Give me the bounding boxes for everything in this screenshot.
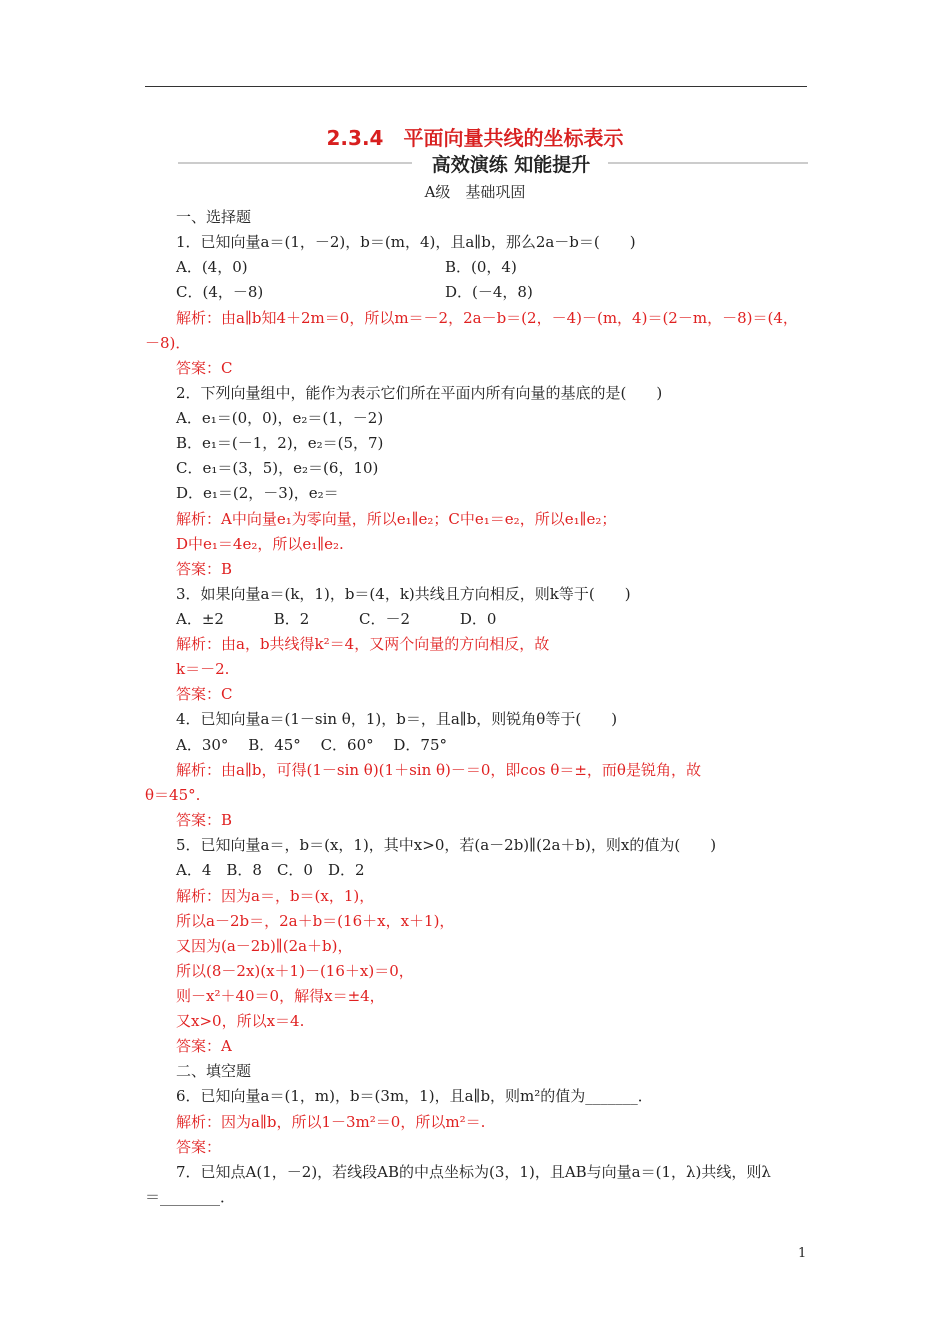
level-heading: A级 基础巩固	[424, 183, 526, 201]
q5-solution-5: 则－x²＋40＝0，解得x＝±4，	[176, 987, 385, 1005]
q6-solution: 解析：因为a∥b，所以1－3m²＝0，所以m²＝.	[176, 1113, 486, 1131]
q5-options: A．4 B．8 C．0 D．2	[176, 861, 365, 879]
q1-options-ab	[176, 257, 776, 277]
q1-option-b: B．(0，4)	[445, 258, 517, 276]
subtitle-right-line	[608, 162, 808, 164]
q6-stem: 6．已知向量a＝(1，m)，b＝(3m，1)，且a∥b，则m²的值为_______．	[176, 1087, 653, 1105]
q2-solution: 解析：A中向量e₁为零向量，所以e₁∥e₂；C中e₁＝e₂，所以e₁∥e₂；	[176, 510, 617, 528]
q5-solution-2: 所以a－2b＝，2a＋b＝(16＋x，x＋1)，	[176, 912, 455, 930]
page-number: 1	[798, 1246, 807, 1261]
section-heading: 一、选择题	[176, 208, 252, 226]
q4-stem: 4．已知向量a＝(1－sin θ，1)，b＝，且a∥b，则锐角θ等于( )	[176, 710, 618, 728]
q2-option-d: D．e₁＝(2，－3)，e₂＝	[176, 484, 339, 502]
q2-answer: 答案：B	[176, 560, 233, 578]
q5-stem: 5．已知向量a＝，b＝(x，1)，其中x>0，若(a－2b)∥(2a＋b)，则x的值为( )	[176, 836, 717, 854]
q2-option-a: A．e₁＝(0，0)，e₂＝(1，－2)	[176, 409, 384, 427]
q7-stem-cont: ＝________．	[145, 1188, 236, 1206]
q3-stem: 3．如果向量a＝(k，1)，b＝(4，k)共线且方向相反，则k等于( )	[176, 585, 631, 603]
q3-solution: 解析：由a，b共线得k²＝4，又两个向量的方向相反，故	[176, 635, 550, 653]
q4-solution: 解析：由a∥b，可得(1－sin θ)(1＋sin θ)－＝0，即cos θ＝±，而θ是锐角，故	[176, 761, 701, 779]
q4-options: A．30° B．45° C．60° D．75°	[176, 736, 448, 754]
page-title: 2.3.4 平面向量共线的坐标表示	[326, 126, 624, 150]
q5-solution-6: 又x>0，所以x＝4.	[176, 1012, 305, 1030]
q4-answer: 答案：B	[176, 811, 233, 829]
q1-option-c: C．(4，－8)	[176, 283, 264, 301]
q5-solution-3: 又因为(a－2b)∥(2a＋b)，	[176, 937, 353, 955]
subtitle-left-line	[178, 162, 412, 164]
q5-answer: 答案：A	[176, 1037, 232, 1055]
q1-solution-cont: －8)．	[145, 334, 191, 352]
q2-option-c: C．e₁＝(3，5)，e₂＝(6，10)	[176, 459, 379, 477]
q6-answer: 答案：	[176, 1138, 222, 1156]
q5-solution-4: 所以(8－2x)(x＋1)－(16＋x)＝0，	[176, 962, 414, 980]
subtitle: 高效演练 知能提升	[431, 154, 591, 176]
q2-stem: 2．下列向量组中，能作为表示它们所在平面内所有向量的基底的是( )	[176, 384, 663, 402]
q1-stem: 1．已知向量a＝(1，－2)，b＝(m，4)，且a∥b，那么2a－b＝( )	[176, 233, 636, 251]
q2-option-b: B．e₁＝(－1，2)，e₂＝(5，7)	[176, 434, 384, 452]
q5-solution-1: 解析：因为a＝，b＝(x，1)，	[176, 887, 375, 905]
subtitle-row	[178, 150, 818, 176]
q1-option-d: D．(－4，8)	[445, 283, 533, 301]
section-heading: 二、填空题	[176, 1062, 252, 1080]
q7-stem: 7．已知点A(1，－2)，若线段AB的中点坐标为(3，1)，且AB与向量a＝(1，λ)共线，则λ	[176, 1163, 771, 1181]
q1-answer: 答案：C	[176, 359, 233, 377]
q1-solution: 解析：由a∥b知4＋2m＝0，所以m＝－2，2a－b＝(2，－4)－(m，4)＝(2－m，－8)＝(4，	[176, 309, 798, 327]
q1-option-a: A．(4，0)	[176, 258, 248, 276]
q1-options-cd	[176, 282, 776, 302]
top-rule	[145, 86, 807, 87]
q2-solution-cont: D中e₁＝4e₂，所以e₁∥e₂.	[176, 535, 344, 553]
q3-solution-cont: k＝－2.	[176, 660, 230, 678]
q3-answer: 答案：C	[176, 685, 233, 703]
q4-solution-cont: θ＝45°.	[145, 786, 201, 804]
q3-options: A．±2 B．2 C．－2 D．0	[176, 610, 497, 628]
